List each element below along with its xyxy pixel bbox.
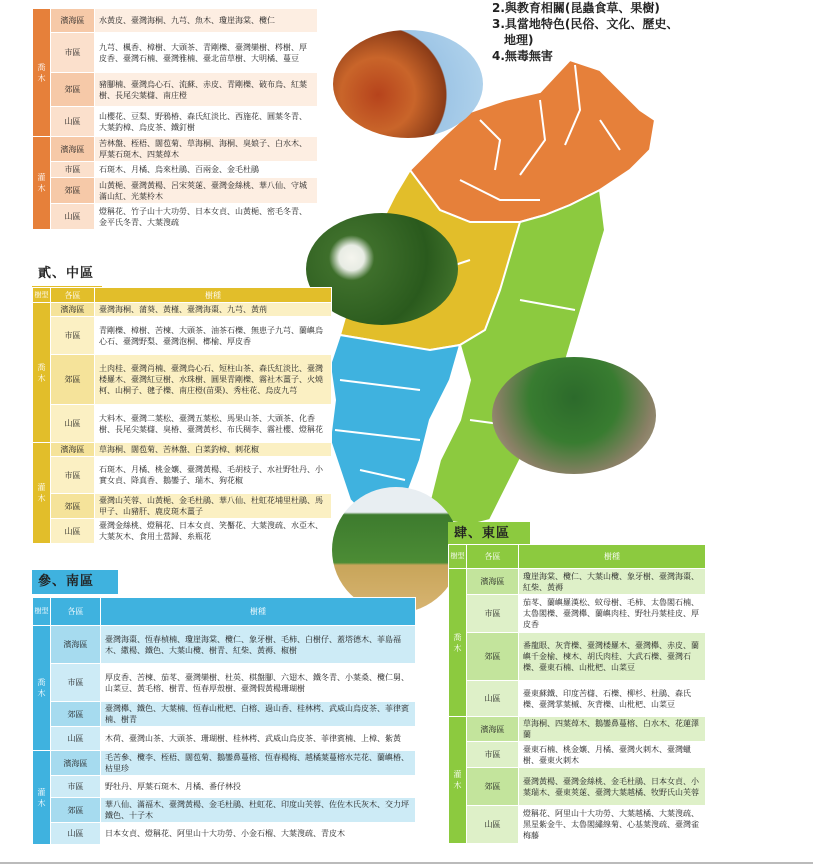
species-cell: 大料木、臺灣二葉松、臺灣五葉松、馬果山茶、大頭茶、化香樹、長尾尖葉櫧、臭椿、臺灣黃杉、布氏稠李、霧社櫻、燈稱花 [95, 405, 332, 443]
area-cell: 山區 [51, 405, 95, 443]
selection-criteria [492, 0, 678, 64]
species-cell: 草海桐、闊苞菊、苦林盤、白菜釣樟、刺花椒 [95, 443, 332, 457]
area-cell: 濱海區 [51, 9, 95, 33]
species-cell: 番龍眼、灰背櫟、臺灣楼羅木、臺灣櫸、赤皮、蘭嶼千金榆、楝木、胡氏肉桂、大武石櫟、臺灣石櫟、臺東石楠、山枇杷、山菜豆 [519, 633, 706, 681]
area-cell: 市區 [51, 317, 95, 355]
table-row [33, 494, 332, 519]
table-row [449, 569, 706, 595]
header-species: 樹種 [519, 545, 706, 569]
central-title: 貳、中區 [32, 262, 102, 289]
table-row [33, 443, 332, 457]
tree-type-cell: 喬 木 [33, 626, 51, 751]
page-divider [0, 862, 813, 864]
area-cell: 濱海區 [51, 751, 101, 776]
species-cell: 青剛櫟、樟樹、苦楝、大頭茶、油茶石櫟、無患子九芎、蘭嶼烏心石、臺灣野梨、臺灣泡桐、榔榆、厚皮香 [95, 317, 332, 355]
area-cell: 市區 [51, 776, 101, 798]
table-row [449, 595, 706, 633]
area-cell: 山區 [467, 806, 519, 844]
area-cell: 市區 [51, 162, 95, 178]
species-cell: 山黃梔、臺灣黃楊、呂宋莢蒾、臺灣金絲桃、華八仙、守城滿山紅、光葉柃木 [95, 178, 318, 204]
tree-type-cell: 喬 木 [33, 303, 51, 443]
table-row [449, 681, 706, 717]
south-title: 參、南區 [32, 570, 118, 594]
species-cell: 臺灣海棗、恆春楨楠、瓊崖海棠、欖仁、象牙樹、毛柿、白樹仔、蓋塔德木、菲島福木、繖楊、鐵色、大葉山欖、樹青、紅柴、黃褥、椒樹 [101, 626, 416, 664]
area-cell: 山區 [51, 727, 101, 751]
table-row [449, 806, 706, 844]
species-cell: 茄苳、蘭嶼羅漢松、蚊母樹、毛柿、太魯閣石楠、太魯閣櫟、臺灣櫸、蘭嶼肉桂、野牡丹葉桂皮、厚皮香 [519, 595, 706, 633]
species-cell: 臺東蘇鐵、印度苦櫧、石櫟、柳杉、杜鵑、森氏櫟、臺灣掌葉槭、灰背櫟、山枇杷、山菜豆 [519, 681, 706, 717]
species-cell: 臺灣黃楊、臺灣金絲桃、金毛杜鵑、日本女貞、小葉瑞木、臺東莢蒾、臺灣大葉越橘、牧野氏山芙蓉 [519, 768, 706, 806]
photo-north-tree [333, 30, 483, 138]
area-cell: 市區 [51, 457, 95, 494]
table-row [33, 664, 416, 702]
table-row [33, 137, 318, 162]
area-cell: 山區 [51, 823, 101, 845]
table-row [33, 702, 416, 727]
area-cell: 郊區 [51, 73, 95, 107]
species-cell: 臺灣櫸、鐵色、大葉楠、恆春山枇杷、白榕、過山香、桂林栲、武威山烏皮茶、菲律賓楠、樹青 [101, 702, 416, 727]
table-row [33, 9, 318, 33]
area-cell: 郊區 [51, 494, 95, 519]
species-cell: 野牡丹、厚葉石斑木、月橘、番仔林投 [101, 776, 416, 798]
area-cell: 濱海區 [51, 303, 95, 317]
table-row [449, 768, 706, 806]
tree-type-cell: 灌 木 [33, 751, 51, 845]
area-cell: 郊區 [51, 702, 101, 727]
species-cell: 毛苦參、欖李、桎梧、闊苞菊、鵝鑾鼻蔓榕、恆春楊梅、越橘葉蔓榕水芫花、蘭嶼椿、枯里珍 [101, 751, 416, 776]
table-row [33, 317, 332, 355]
area-cell: 郊區 [51, 178, 95, 204]
area-cell: 濱海區 [51, 137, 95, 162]
table-row [449, 717, 706, 742]
table-row [33, 751, 416, 776]
central-table [32, 287, 332, 544]
table-row [33, 727, 416, 751]
area-cell: 濱海區 [467, 717, 519, 742]
table-row [33, 33, 318, 73]
table-row [33, 162, 318, 178]
area-cell: 市區 [467, 595, 519, 633]
area-cell: 山區 [51, 204, 95, 230]
area-cell: 濱海區 [467, 569, 519, 595]
species-cell: 瓊崖海棠、欖仁、大葉山欖、象牙樹、臺灣海棗、紅柴、黃褥 [519, 569, 706, 595]
header-type: 樹型 [449, 545, 467, 569]
species-cell: 石斑木、月橘、桃金孃、臺灣黃楊、毛胡枝子、水社野牡丹、小實女貞、降真香、鵝鑾子、瑞木、狗花椒 [95, 457, 332, 494]
area-cell: 山區 [467, 681, 519, 717]
east-table [448, 544, 706, 844]
tree-type-cell: 灌 木 [33, 443, 51, 544]
species-cell: 水黃皮、臺灣海桐、九芎、魚木、瓊崖海棠、欖仁 [95, 9, 318, 33]
tree-type-cell: 灌 木 [33, 137, 51, 230]
species-cell: 臺灣海桐、蒲葵、黃槿、臺灣海棗、九芎、黃荊 [95, 303, 332, 317]
table-row [33, 178, 318, 204]
table-row [449, 633, 706, 681]
photo-east-palm [492, 357, 656, 474]
species-cell: 華八仙、滿福木、臺灣黃楊、金毛杜鵑、杜虹花、印度山芙蓉、佐佐木氏灰木、交力坪鐵色、十子木 [101, 798, 416, 823]
species-cell: 土肉桂、臺灣肖楠、臺灣烏心石、短柱山茶、森氏紅淡比、臺灣楼羅木、臺灣紅豆樹、水珠樹、圓果青剛櫟、霧社木薑子、火燒柯、山桐子、毽子櫟、南庄橙(苗栗)、秀柱花、烏皮九芎 [95, 355, 332, 405]
species-cell: 燈稱花、竹子山十大功勞、日本女貞、山黃梔、密毛冬青、金平氏冬青、大葉溲疏 [95, 204, 318, 230]
species-cell: 臺灣金絲桃、燈稱花、日本女貞、笑靨花、大葉溲疏、水亞木、大葉灰木、食用土當歸、糸瓶花 [95, 519, 332, 544]
species-cell: 草海桐、四葉蔊木、鵝鑾鼻蔓榕、白水木、花蓮澤蘭 [519, 717, 706, 742]
header-area: 各區 [51, 598, 101, 626]
area-cell: 山區 [51, 107, 95, 137]
table-row [33, 626, 416, 664]
species-cell: 厚皮香、苦楝、茄苳、臺灣欒樹、杜英、棋盤腳、六翅木、鐵冬青、小葉桑、欖仁舅、山菜豆、黃毛榕、樹青、恆春厚殼樹、臺灣假黃楊珊瑚樹 [101, 664, 416, 702]
species-cell: 苦林盤、桎梧、闊苞菊、草海桐、海桐、臭娘子、白水木、厚葉石斑木、四葉蔊木 [95, 137, 318, 162]
species-cell: 日本女貞、燈稱花、阿里山十大功勞、小金石榴、大葉溲疏、青皮木 [101, 823, 416, 845]
area-cell: 濱海區 [51, 626, 101, 664]
photo-south-palm-avenue [332, 487, 460, 613]
area-cell: 郊區 [467, 768, 519, 806]
tree-type-cell: 灌 木 [449, 717, 467, 844]
table-row [33, 405, 332, 443]
header-type: 樹型 [33, 598, 51, 626]
table-row [33, 355, 332, 405]
species-cell: 豬腳楠、臺灣烏心石、流蘇、赤皮、青剛櫟、破布烏、紅葉樹、長尾尖葉櫧、南庄橙 [95, 73, 318, 107]
species-cell: 石斑木、月橘、烏來杜鵑、百兩金、金毛杜鵑 [95, 162, 318, 178]
header-area: 各區 [467, 545, 519, 569]
area-cell: 山區 [51, 519, 95, 544]
area-cell: 濱海區 [51, 443, 95, 457]
tree-type-cell: 喬 木 [33, 9, 51, 137]
table-row [449, 742, 706, 768]
header-species: 樹種 [95, 288, 332, 303]
area-cell: 市區 [51, 664, 101, 702]
south-table [32, 597, 416, 845]
criteria-item: 3.具當地特色(民俗、文化、歷史、 [492, 17, 679, 31]
criteria-item: 2.與教育相關(昆蟲食草、果樹) [492, 1, 660, 15]
table-row [33, 107, 318, 137]
species-cell: 山櫻花、豆梨、野鴉椿、森氏紅淡比、西施花、圓葉冬青、大葉釣樟、烏皮茶、鐵釘樹 [95, 107, 318, 137]
area-cell: 郊區 [467, 633, 519, 681]
area-cell: 郊區 [51, 355, 95, 405]
table-row [33, 457, 332, 494]
east-title: 肆、東區 [448, 522, 530, 546]
north-table [32, 8, 318, 230]
species-cell: 臺灣山芙蓉、山黃梔、金毛杜鵑、華八仙、杜虹花埔里杜鵑、馬甲子、山豬肝、鹿皮斑木薑子 [95, 494, 332, 519]
header-type: 樹型 [33, 288, 51, 303]
table-row [33, 204, 318, 230]
species-cell: 燈稱花、阿里山十大功勞、大葉越橘、大葉溲疏、黑星紫金牛、太魯閣繡線菊、心基葉溲疏、臺灣雀梅藤 [519, 806, 706, 844]
header-species: 樹種 [101, 598, 416, 626]
table-row [33, 776, 416, 798]
area-cell: 市區 [51, 33, 95, 73]
species-cell: 木荷、臺灣山茶、大頭茶、珊瑚樹、桂林栲、武威山烏皮茶、菲律賓楠、上樟、紫黃 [101, 727, 416, 751]
area-cell: 郊區 [51, 798, 101, 823]
tree-type-cell: 喬 木 [449, 569, 467, 717]
species-cell: 臺東石楠、桃金孃、月橘、臺灣火刺木、臺灣蠟樹、臺東火刺木 [519, 742, 706, 768]
table-row [33, 519, 332, 544]
criteria-item: 4.無毒無害 [492, 49, 553, 63]
table-row [33, 823, 416, 845]
table-row [33, 303, 332, 317]
area-cell: 市區 [467, 742, 519, 768]
header-area: 各區 [51, 288, 95, 303]
table-row [33, 798, 416, 823]
criteria-item: 地理) [504, 33, 534, 47]
table-row [33, 73, 318, 107]
species-cell: 九芎、楓香、樟樹、大頭茶、青剛櫟、臺灣欒樹、梣樹、厚皮香、臺灣石楠、臺灣雅楠、臺北苗草樹、大明橘、蔓豆 [95, 33, 318, 73]
